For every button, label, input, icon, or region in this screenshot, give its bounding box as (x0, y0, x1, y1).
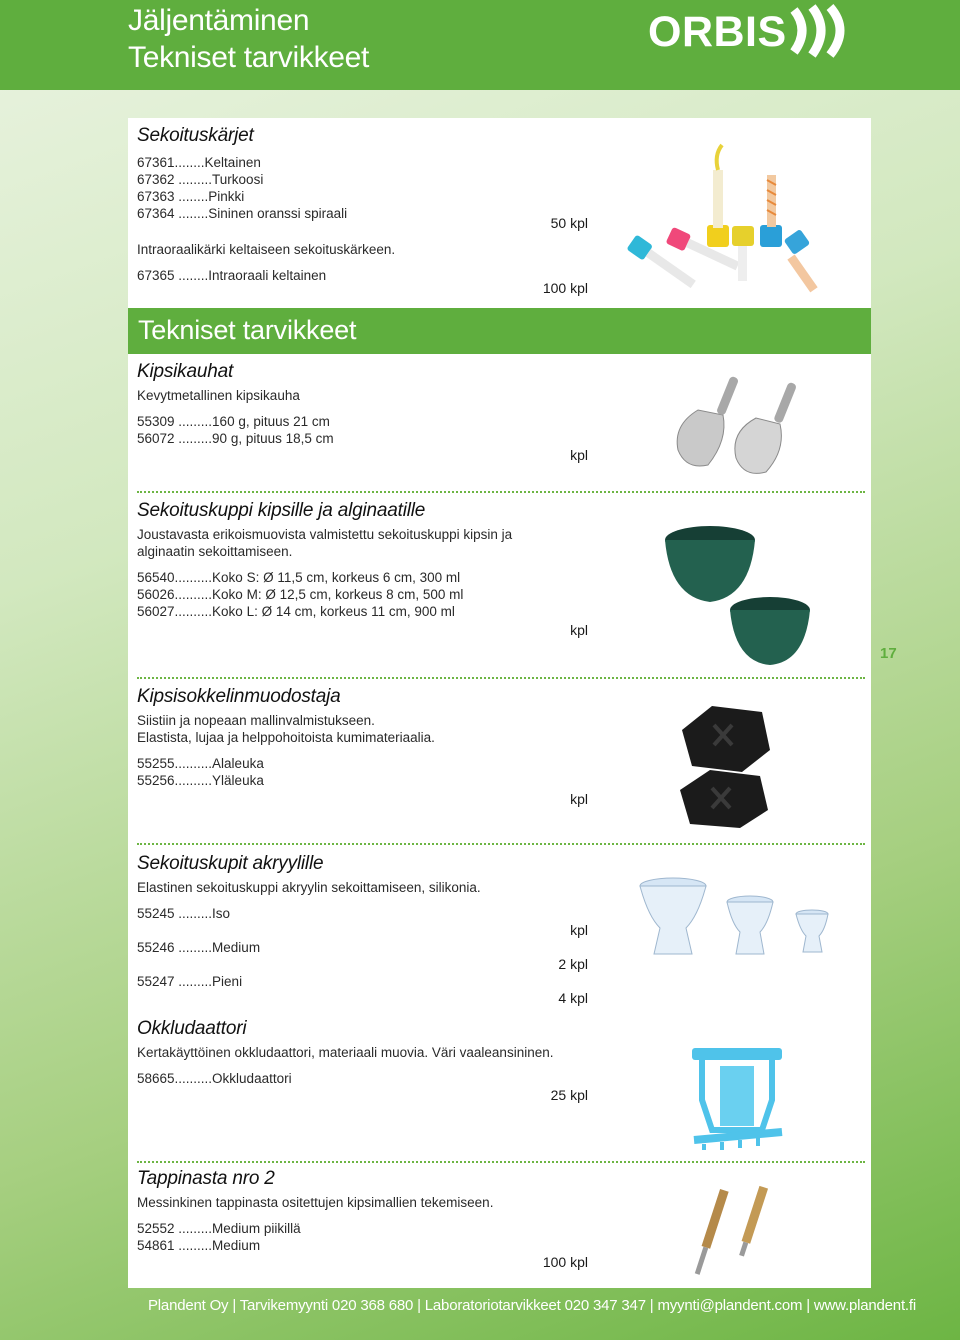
page-footer: Plandent Oy | Tarvikemyynti 020 368 680 | Laboratoriotarvikkeet 020 347 347 | myynti@plandent.com | www.plandent.fi (148, 1297, 916, 1314)
section-title: Okkludaattori (137, 1018, 247, 1039)
section-mixing-tips (137, 125, 395, 284)
item-line: 56027..........Koko L: Ø 14 cm, korkeus 11 cm, 900 ml (137, 604, 455, 619)
quantity-label: 4 kpl (558, 990, 588, 1006)
section-description: Elastinen sekoituskuppi akryylin sekoittamiseen, silikonia. (137, 880, 481, 895)
page-title (128, 2, 369, 76)
section-plaster-scoops (137, 361, 334, 447)
item-line: 55255..........Alaleuka (137, 756, 264, 771)
banner-title: Tekniset tarvikkeet (138, 315, 357, 345)
section-description: Messinkinen tappinasta ositettujen kipsimallien tekemiseen. (137, 1195, 494, 1210)
section-description: Joustavasta erikoismuovista valmistettu sekoituskuppi kipsin ja (137, 527, 513, 542)
section-mixing-bowl (137, 500, 512, 620)
orbis-logo (648, 2, 873, 62)
item-line: 55309 .........160 g, pituus 21 cm (137, 414, 330, 429)
section-title: Sekoituskupit akryylille (137, 853, 324, 874)
page-number: 17 (880, 645, 897, 662)
item-line: 58665..........Okkludaattori (137, 1071, 292, 1086)
section-description: alginaatin sekoittamiseen. (137, 544, 293, 559)
plaster-scoops-image (668, 370, 808, 482)
quantity-label: kpl (570, 791, 588, 807)
section-title: Sekoituskärjet (137, 125, 254, 146)
item-line: 67365 ........Intraoraali keltainen (137, 268, 327, 283)
divider (137, 491, 865, 494)
item-line: 56026..........Koko M: Ø 12,5 cm, korkeus 8 cm, 500 ml (137, 587, 464, 602)
section-title: Sekoituskuppi kipsille ja alginaatille (137, 500, 426, 521)
item-line: 67364 ........Sininen oranssi spiraali (137, 206, 348, 221)
quantity-label: 25 kpl (550, 1087, 588, 1103)
mixing-tips-image (618, 140, 868, 300)
divider (137, 843, 865, 846)
section-base-former (137, 686, 435, 789)
section-title: Kipsikauhat (137, 361, 234, 382)
quantity-label: 100 kpl (542, 280, 588, 296)
section-description: Elastista, lujaa ja helppohoitoista kumimateriaalia. (137, 730, 435, 745)
item-line: 56540..........Koko S: Ø 11,5 cm, korkeus 6 cm, 300 ml (137, 570, 461, 585)
item-line: 67361........Keltainen (137, 155, 261, 170)
item-line: 55246 .........Medium (137, 940, 261, 955)
quantity-label: kpl (570, 922, 588, 938)
base-formers-image (672, 700, 782, 830)
title-line-2: Tekniset tarvikkeet (128, 41, 370, 74)
section-banner (128, 308, 871, 354)
section-dowel-pin (137, 1168, 493, 1254)
acrylic-cups-image (636, 876, 836, 966)
mixing-bowls-image (660, 522, 810, 672)
section-description: Kevytmetallinen kipsikauha (137, 388, 300, 403)
item-line: 52552 .........Medium piikillä (137, 1221, 301, 1236)
section-note: Intraoraalikärki keltaiseen sekoituskärkeen. (137, 242, 396, 257)
section-acrylic-cups (137, 853, 481, 990)
occluder-image (682, 1040, 792, 1155)
brand-name: ORBIS (648, 8, 787, 56)
dowel-pins-image (680, 1183, 780, 1283)
item-line: 55245 .........Iso (137, 906, 231, 921)
divider (137, 677, 865, 680)
item-line: 56072 .........90 g, pituus 18,5 cm (137, 431, 334, 446)
section-title: Kipsisokkelinmuodostaja (137, 686, 341, 707)
section-description: Siistiin ja nopeaan mallinvalmistukseen. (137, 713, 375, 728)
quantity-label: kpl (570, 622, 588, 638)
item-line: 67363 ........Pinkki (137, 189, 245, 204)
item-line: 54861 .........Medium (137, 1238, 261, 1253)
quantity-label: 100 kpl (542, 1254, 588, 1270)
section-title: Tappinasta nro 2 (137, 1168, 275, 1189)
page-header (0, 0, 960, 90)
quantity-label: kpl (570, 447, 588, 463)
title-line-1: Jäljentäminen (128, 4, 310, 37)
quantity-label: 50 kpl (550, 215, 588, 231)
section-description: Kertakäyttöinen okkludaattori, materiaali muovia. Väri vaaleansininen. (137, 1045, 554, 1060)
brand-arcs-icon (648, 2, 873, 62)
item-line: 67362 .........Turkoosi (137, 172, 264, 187)
divider (137, 1161, 865, 1164)
item-line: 55247 .........Pieni (137, 974, 243, 989)
section-occluder (137, 1018, 553, 1087)
quantity-label: 2 kpl (558, 956, 588, 972)
item-line: 55256..........Yläleuka (137, 773, 264, 788)
